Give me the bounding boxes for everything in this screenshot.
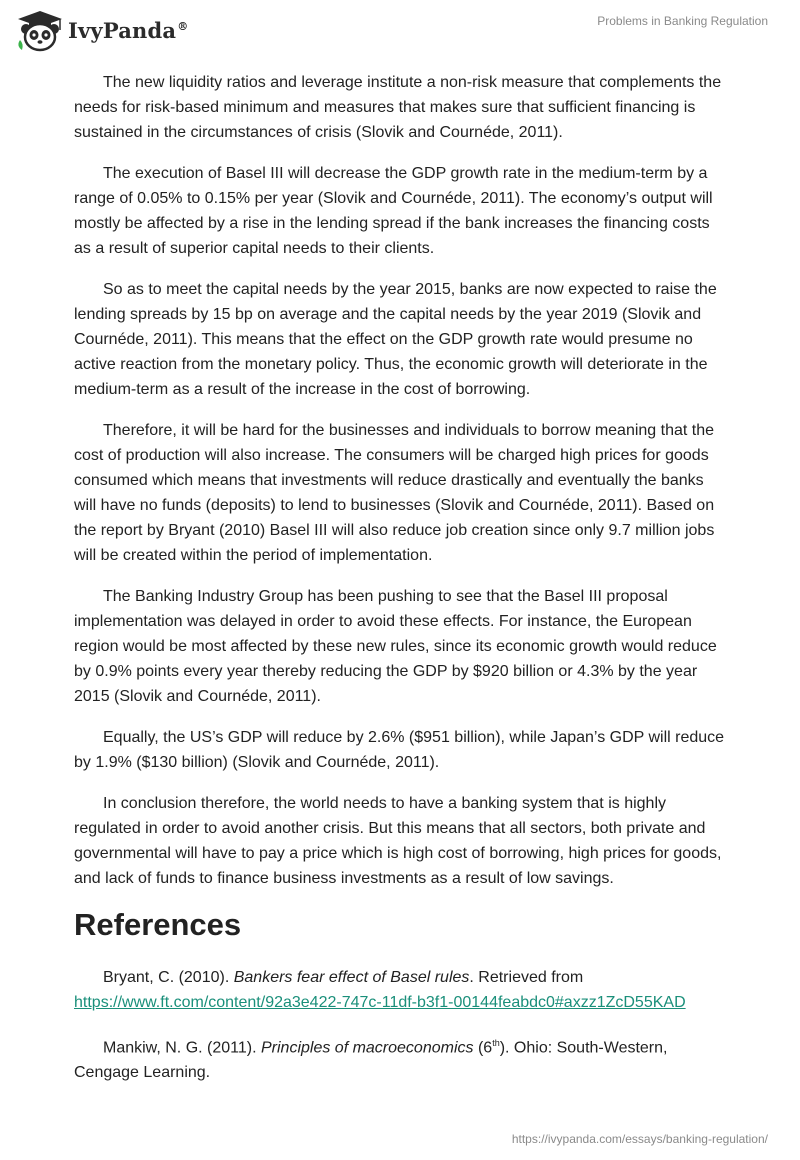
reference-authors: Mankiw, N. G. (2011). <box>103 1039 261 1057</box>
reference-text: . Retrieved from <box>469 969 584 986</box>
brand-name: IvyPanda® <box>68 17 189 43</box>
paragraph: The execution of Basel III will decrease the GDP growth rate in the medium-term by a range of 0.05% to 0.15% per year (Slovik and Cournéde, 2011). The economy’s output will mostly be affected by a rise in the lending spread if the bank increases the financing costs as a result of superior capital needs to their clients. <box>74 165 713 257</box>
reference-link[interactable]: https://www.ft.com/content/92a3e422-747c-11df-b3f1-00144feabdc0#axzz1ZcD55KAD <box>74 994 686 1011</box>
paragraph: In conclusion therefore, the world needs to have a banking system that is highly regulated in order to avoid another crisis. But this means that all sectors, both private and governmental will have to pay a price which is high cost of borrowing, high prices for goods, and lack of funds to finance business investments as a result of low savings. <box>74 795 722 887</box>
brand-logo[interactable] <box>14 8 188 52</box>
reference-item <box>74 965 726 1015</box>
reference-edition-sup: th <box>492 1038 500 1048</box>
paragraph: Therefore, it will be hard for the businesses and individuals to borrow meaning that the cost of production will also increase. The consumers will be charged high prices for goods consumed which means that investments will reduce drastically and eventually the banks will have no funds (deposits) to lend to businesses (Slovik and Cournéde, 2011). Based on the report by Bryant (2010) Basel III will also reduce job creation since only 9.7 million jobs will be created within the period of implementation. <box>74 422 715 564</box>
panda-logo-icon <box>14 8 66 52</box>
reference-title: Principles of macroeconomics <box>260 1039 474 1057</box>
essay-body <box>74 70 726 1101</box>
page-header <box>0 0 800 70</box>
reference-item <box>74 1031 726 1085</box>
references-heading: References <box>74 907 242 942</box>
reference-authors: Bryant, C. (2010). <box>103 969 234 986</box>
paragraph: The Banking Industry Group has been pushing to see that the Basel III proposal implementation was delayed in order to avoid these effects. For instance, the European region would be most affected by these new rules, since its economic growth would reduce by 0.9% points every year thereby reducing the GDP by $920 billion or 4.3% by the year 2015 (Slovik and Cournéde, 2011). <box>74 588 717 705</box>
reference-edition: (6 <box>473 1039 493 1057</box>
paragraph: The new liquidity ratios and leverage institute a non-risk measure that complements the needs for risk-based minimum and measures that makes sure that sufficient financing is sustained in the circumstances of crisis (Slovik and Cournéde, 2011). <box>74 74 722 141</box>
paragraph: Equally, the US’s GDP will reduce by 2.6% ($951 billion), while Japan’s GDP will reduce by 1.9% ($130 billion) (Slovik and Cournéde, 2011). <box>74 729 725 771</box>
reference-title: Bankers fear effect of Basel rules <box>233 969 470 986</box>
document-title: Problems in Banking Regulation <box>597 14 768 28</box>
source-url: https://ivypanda.com/essays/banking-regulation/ <box>511 1132 768 1146</box>
paragraph: So as to meet the capital needs by the year 2015, banks are now expected to raise the lending spreads by 15 bp on average and the capital needs by the year 2019 (Slovik and Cournéde, 2011). This means that the effect on the GDP growth rate would presume no active reaction from the monetary policy. Thus, the economic growth will deteriorate in the medium-term as a result of the increase in the cost of borrowing. <box>74 281 717 398</box>
reference-publisher: ). Ohio: South-Western, Cengage Learning. <box>74 1039 668 1082</box>
